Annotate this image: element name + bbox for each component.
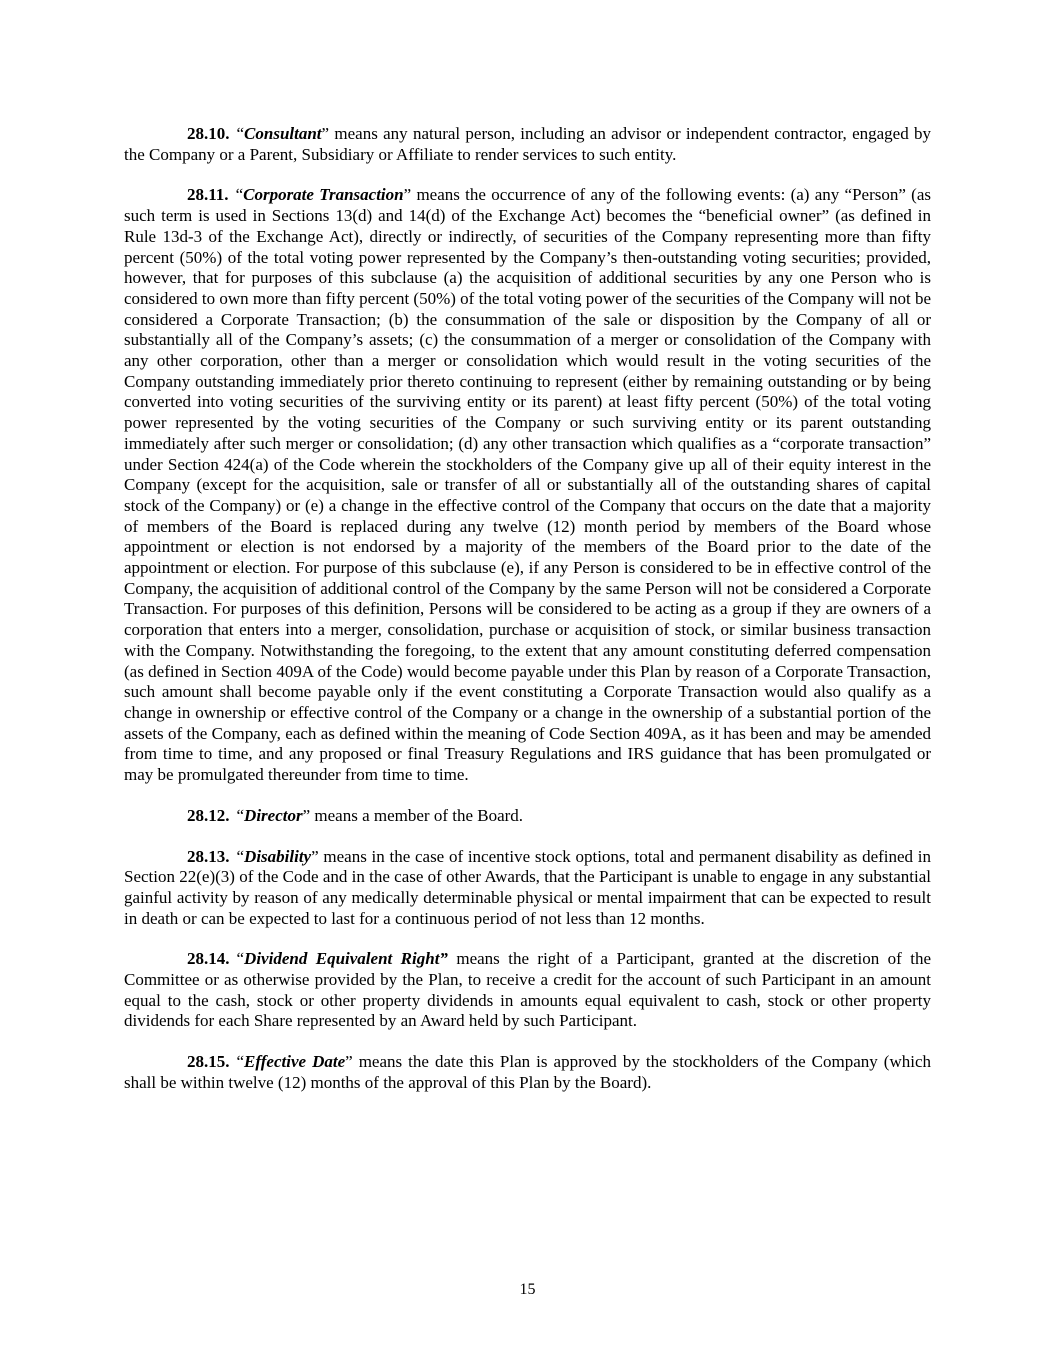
definition-director [124, 806, 931, 827]
defined-term: Dividend Equivalent Right” [244, 949, 448, 969]
section-number: 28.10. [187, 124, 230, 143]
page-number: 15 [519, 1281, 536, 1298]
definition-text: means any natural person, including an advisor or independent contractor, engaged by the Company or a Parent, Subsidiary or Affiliate to render services to such entity. [124, 124, 931, 164]
close-quote: ” [403, 185, 412, 205]
definition-corporate-transaction [124, 185, 931, 785]
definition-text: means in the case of incentive stock options, total and permanent disability as defined in Section 22(e)(3) of the Code and in the case of other Awards, that the Participant is unable to engage in any substantial gainful activity by reason of any medically determinable physical or mental impairment that can be expected to result in death or can be expected to last for a continuous period of not less than 12 months. [124, 846, 931, 928]
definition-disability [124, 847, 931, 930]
open-quote: “ [235, 185, 244, 205]
open-quote: “ [236, 1052, 245, 1072]
definition-text: means the date this Plan is approved by the stockholders of the Company (which shall be within twelve (12) months of the approval of this Plan by the Board). [124, 1052, 931, 1092]
close-quote: ” [311, 846, 319, 866]
open-quote: “ [236, 124, 245, 143]
close-quote: ” [345, 1052, 353, 1072]
defined-term: Consultant [244, 124, 322, 143]
open-quote: “ [236, 805, 245, 825]
defined-term: Disability [244, 846, 312, 866]
section-number: 28.15. [187, 1052, 230, 1072]
section-number: 28.13. [187, 846, 230, 866]
close-quote: ” [302, 805, 311, 825]
close-quote: ” [321, 124, 330, 143]
definition-text: means the occurrence of any of the following events: (a) any “Person” (as such term is used in Sections 13(d) and 14(d) of the Exchange Act) becomes the “beneficial owner” (as defined in Rule 13d-3 of the Exchange Act), directly or indirectly, of securities of the Company representing more than fifty percent (50%) of the total voting power represented by the Company’s then-outstanding voting securities; provided, however, that for purposes of this subclause (a) the acquisition of additional securities by any one Person who is considered to own more than fifty percent (50%) of the total voting power of the securities of the Company will not be considered a Corporate Transaction; (b) the consummation of the sale or disposition by the Company of all or substantially all of the Company’s assets; (c) the consummation of a merger or consolidation of the Company with any other corporation, other than a merger or consolidation which would result in the voting securities of the Company outstanding immediately prior thereto continuing to represent (either by remaining outstanding or by being converted into voting securities of the surviving entity or its parent) at least fifty percent (50%) of the total voting power represented by the voting securities of the Company or such surviving entity or its parent outstanding immediately after such merger or consolidation; (d) any other transaction which qualifies as a “corporate transaction” under Section 424(a) of the Code wherein the stockholders of the Company give up all of their equity interest in the Company (except for the acquisition, sale or transfer of all or substantially all of the outstanding shares of capital stock of the Company) or (e) a change in the effective control of the Company that occurs on the date that a majority of members of the Board is replaced during any twelve (12) month period by members of the Board whose appointment or election is not endorsed by a majority of the members of the Board prior to the date of the appointment or election. For purpose of this subclause (e), if any Person is considered to be in effective control of the Company, the acquisition of additional control of the Company by the same Person will not be considered a Corporate Transaction. For purposes of this definition, Persons will be considered to be acting as a group if they are owners of a corporation that enters into a merger, consolidation, purchase or acquisition of stock, or similar business transaction with the Company. Notwithstanding the foregoing, to the extent that any amount constituting deferred compensation (as defined in Section 409A of the Code) would become payable under this Plan by reason of a Corporate Transaction, such amount shall become payable only if the event constituting a Corporate Transaction would also qualify as a change in ownership or effective control of the Company or a change in the ownership of a substantial portion of the assets of the Company, each as defined within the meaning of Code Section 409A, as it has been and may be amended from time to time, and any proposed or final Treasury Regulations and IRS guidance that has been promulgated or may be promulgated thereunder from time to time. [124, 185, 932, 785]
defined-term: Effective Date [244, 1052, 346, 1072]
open-quote: “ [236, 846, 245, 866]
section-number: 28.14. [187, 949, 230, 969]
section-number: 28.11. [187, 185, 229, 205]
defined-term: Director [244, 805, 303, 825]
definition-text: means a member of the Board. [310, 805, 524, 825]
definition-consultant [124, 124, 931, 165]
defined-term: Corporate Transaction [243, 185, 404, 205]
definition-text: means the right of a Participant, granted at the discretion of the Committee or as otherwise provided by the Plan, to receive a credit for the account of such Participant in an amount equal to the cash, stock or other property dividends in amounts equal equivalent to cash, stock or other property dividends for each Share represented by an Award held by such Participant. [124, 949, 931, 1031]
definition-effective-date [124, 1052, 931, 1093]
definition-dividend-equivalent-right [124, 949, 931, 1032]
section-number: 28.12. [187, 805, 230, 825]
document-page [124, 124, 931, 1114]
open-quote: “ [236, 949, 245, 969]
